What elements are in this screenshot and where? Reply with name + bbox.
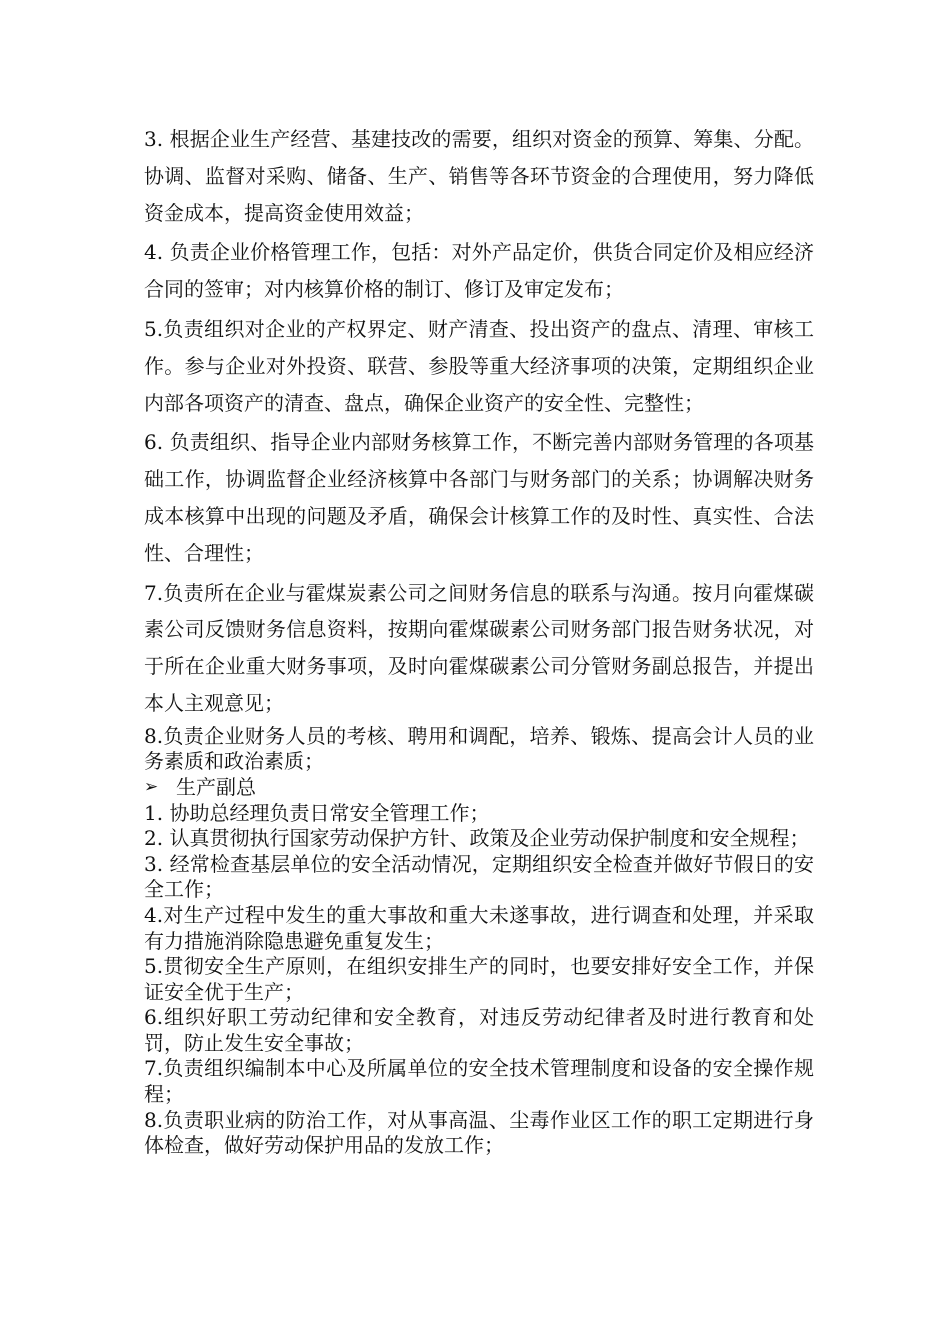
production-duties-section	[144, 724, 814, 1159]
production-item-5: 5.贯彻安全生产原则，在组织安排生产的同时，也要安排好安全工作，并保证安全优于生产；	[144, 954, 814, 1004]
production-item-7: 7.负责组织编制本中心及所属单位的安全技术管理制度和设备的安全操作规程；	[144, 1056, 814, 1107]
paragraph-finance-item-8: 8.负责企业财务人员的考核、聘用和调配，培养、锻炼、提高会计人员的业务素质和政治素质；	[144, 723, 814, 774]
section-heading-text: 生产副总	[176, 774, 256, 799]
production-item-1: 1. 协助总经理负责日常安全管理工作；	[144, 800, 490, 825]
production-item-2: 2. 认真贯彻执行国家劳动保护方针、政策及企业劳动保护制度和安全规程；	[144, 826, 810, 851]
production-item-6: 6.组织好职工劳动纪律和安全教育，对违反劳动纪律者及时进行教育和处罚，防止发生安全事故；	[144, 1005, 814, 1055]
production-item-4: 4.对生产过程中发生的重大事故和重大未遂事故，进行调查和处理，并采取有力措施消除隐患避免重复发生；	[144, 902, 814, 953]
paragraph-item-5: 5.负责组织对企业的产权界定、财产清查、投出资产的盘点、清理、审核工作。参与企业对外投资、联营、参股等重大经济事项的决策，定期组织企业内部各项资产的清查、盘点，确保企业资产的安全性、完整性；	[144, 316, 814, 415]
document-page	[144, 121, 814, 1159]
paragraph-item-7: 7.负责所在企业与霍煤炭素公司之间财务信息的联系与沟通。按月向霍煤碳素公司反馈财务信息资料，按期向霍煤碳素公司财务部门报告财务状况，对于所在企业重大财务事项，及时向霍煤碳素公司分管财务副总报告，并提出本人主观意见；	[144, 580, 814, 715]
production-item-3: 3. 经常检查基层单位的安全活动情况，定期组织安全检查并做好节假日的安全工作；	[144, 851, 814, 902]
paragraph-item-6: 6. 负责组织、指导企业内部财务核算工作，不断完善内部财务管理的各项基础工作，协调监督企业经济核算中各部门与财务部门的关系；协调解决财务成本核算中出现的问题及矛盾，确保会计核算工作的及时性、真实性、合法性、合理性；	[144, 430, 814, 565]
production-item-8: 8.负责职业病的防治工作，对从事高温、尘毒作业区工作的职工定期进行身体检查，做好劳动保护用品的发放工作；	[144, 1107, 814, 1158]
arrow-bullet-icon: ➢	[144, 776, 159, 797]
section-heading	[144, 775, 814, 801]
paragraph-item-4: 4. 负责企业价格管理工作，包括：对外产品定价，供货合同定价及相应经济合同的签审；对内核算价格的制订、修订及审定发布；	[144, 240, 814, 302]
finance-duties-section	[144, 121, 814, 722]
paragraph-item-3: 3. 根据企业生产经营、基建技改的需要，组织对资金的预算、筹集、分配。协调、监督对采购、储备、生产、销售等各环节资金的合理使用，努力降低资金成本，提高资金使用效益；	[144, 127, 814, 225]
